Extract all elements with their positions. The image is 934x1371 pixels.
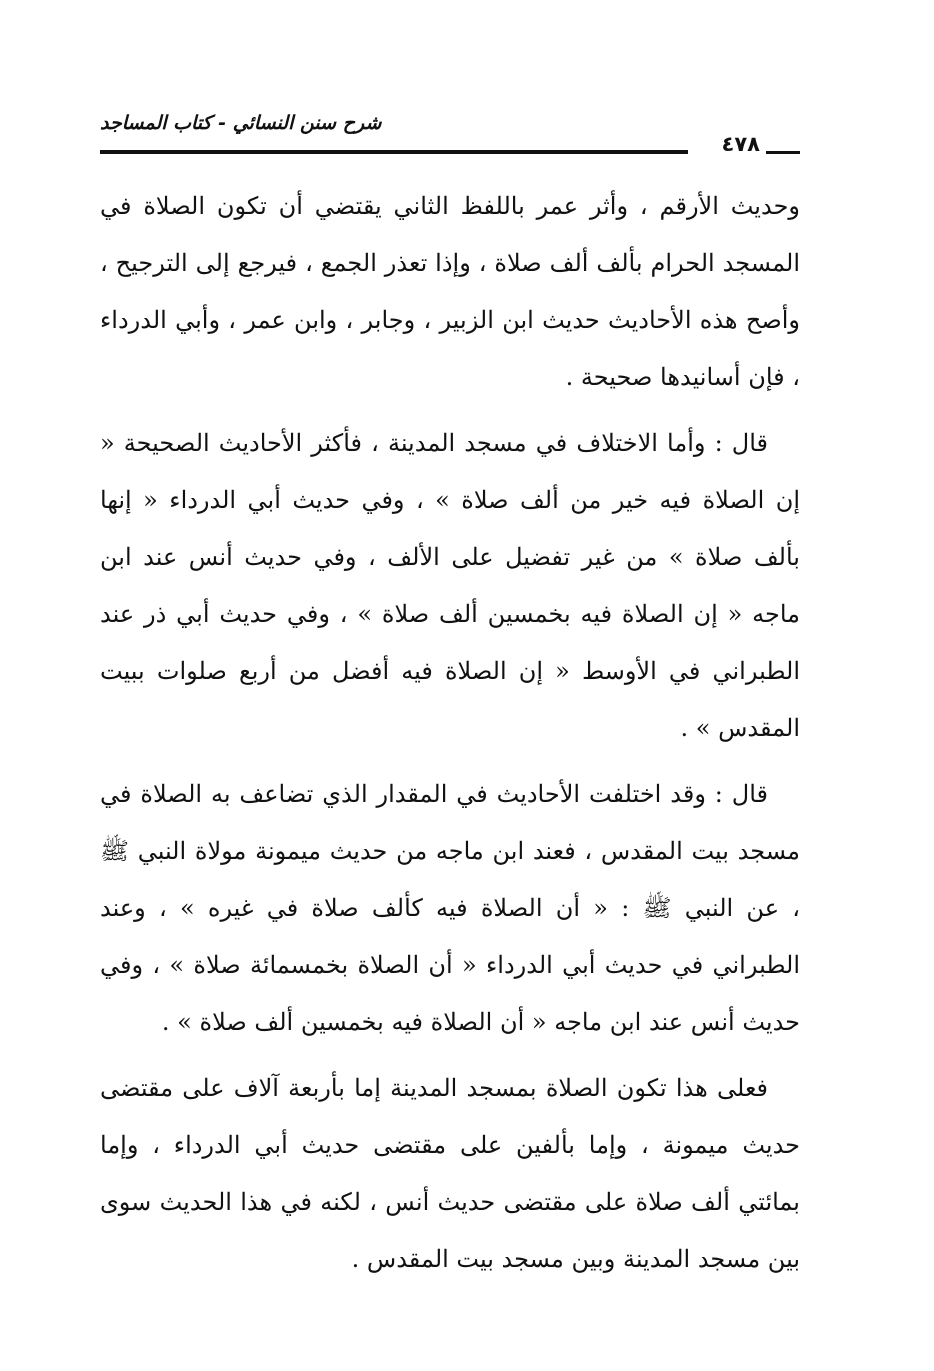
paragraph-3: قال : وقد اختلفت الأحاديث في المقدار الذي تضاعف به الصلاة في مسجد بيت المقدس ، فعند ابن ماجه من حديث ميمونة مولاة النبي ﷺ ، عن النبي ﷺ : « أن الصلاة فيه كألف صلاة في غيره » ، وعند الطبراني في حديث أبي الدرداء « أن الصلاة بخمسمائة صلاة » ، وفي حديث أنس عند ابن ماجه « أن الصلاة فيه بخمسين ألف صلاة » . — [100, 780, 800, 1036]
page-number: ٤٧٨ — [721, 132, 760, 156]
header-rule — [100, 150, 688, 154]
paragraph-4: فعلى هذا تكون الصلاة بمسجد المدينة إما بأربعة آلاف على مقتضى حديث ميمونة ، وإما بألفين على مقتضى حديث أبي الدرداء ، وإما بمائتي ألف صلاة على مقتضى حديث أنس ، لكنه في هذا الحديث سوى بين مسجد المدينة وبين مسجد بيت المقدس . — [100, 1074, 800, 1273]
paragraph-2: قال : وأما الاختلاف في مسجد المدينة ، فأكثر الأحاديث الصحيحة « إن الصلاة فيه خير من ألف صلاة » ، وفي حديث أبي الدرداء « إنها بألف صلاة » من غير تفضيل على الألف ، وفي حديث أنس عند ابن ماجه « إن الصلاة فيه بخمسين ألف صلاة » ، وفي حديث أبي ذر عند الطبراني في الأوسط « إن الصلاة فيه أفضل من أربع صلوات ببيت المقدس » . — [100, 429, 800, 742]
page-number-dash — [766, 151, 800, 154]
page-header — [100, 108, 800, 158]
running-title: شرح سنن النسائي - كتاب المساجد — [100, 112, 382, 134]
paragraph-1: وحديث الأرقم ، وأثر عمر باللفظ الثاني يقتضي أن تكون الصلاة في المسجد الحرام بألف ألف صلاة ، وإذا تعذر الجمع ، فيرجع إلى الترجيح ، وأصح هذه الأحاديث حديث ابن الزبير ، وجابر ، وابن عمر ، وأبي الدرداء ، فإن أسانيدها صحيحة . — [100, 192, 800, 391]
page-body — [100, 178, 800, 1297]
